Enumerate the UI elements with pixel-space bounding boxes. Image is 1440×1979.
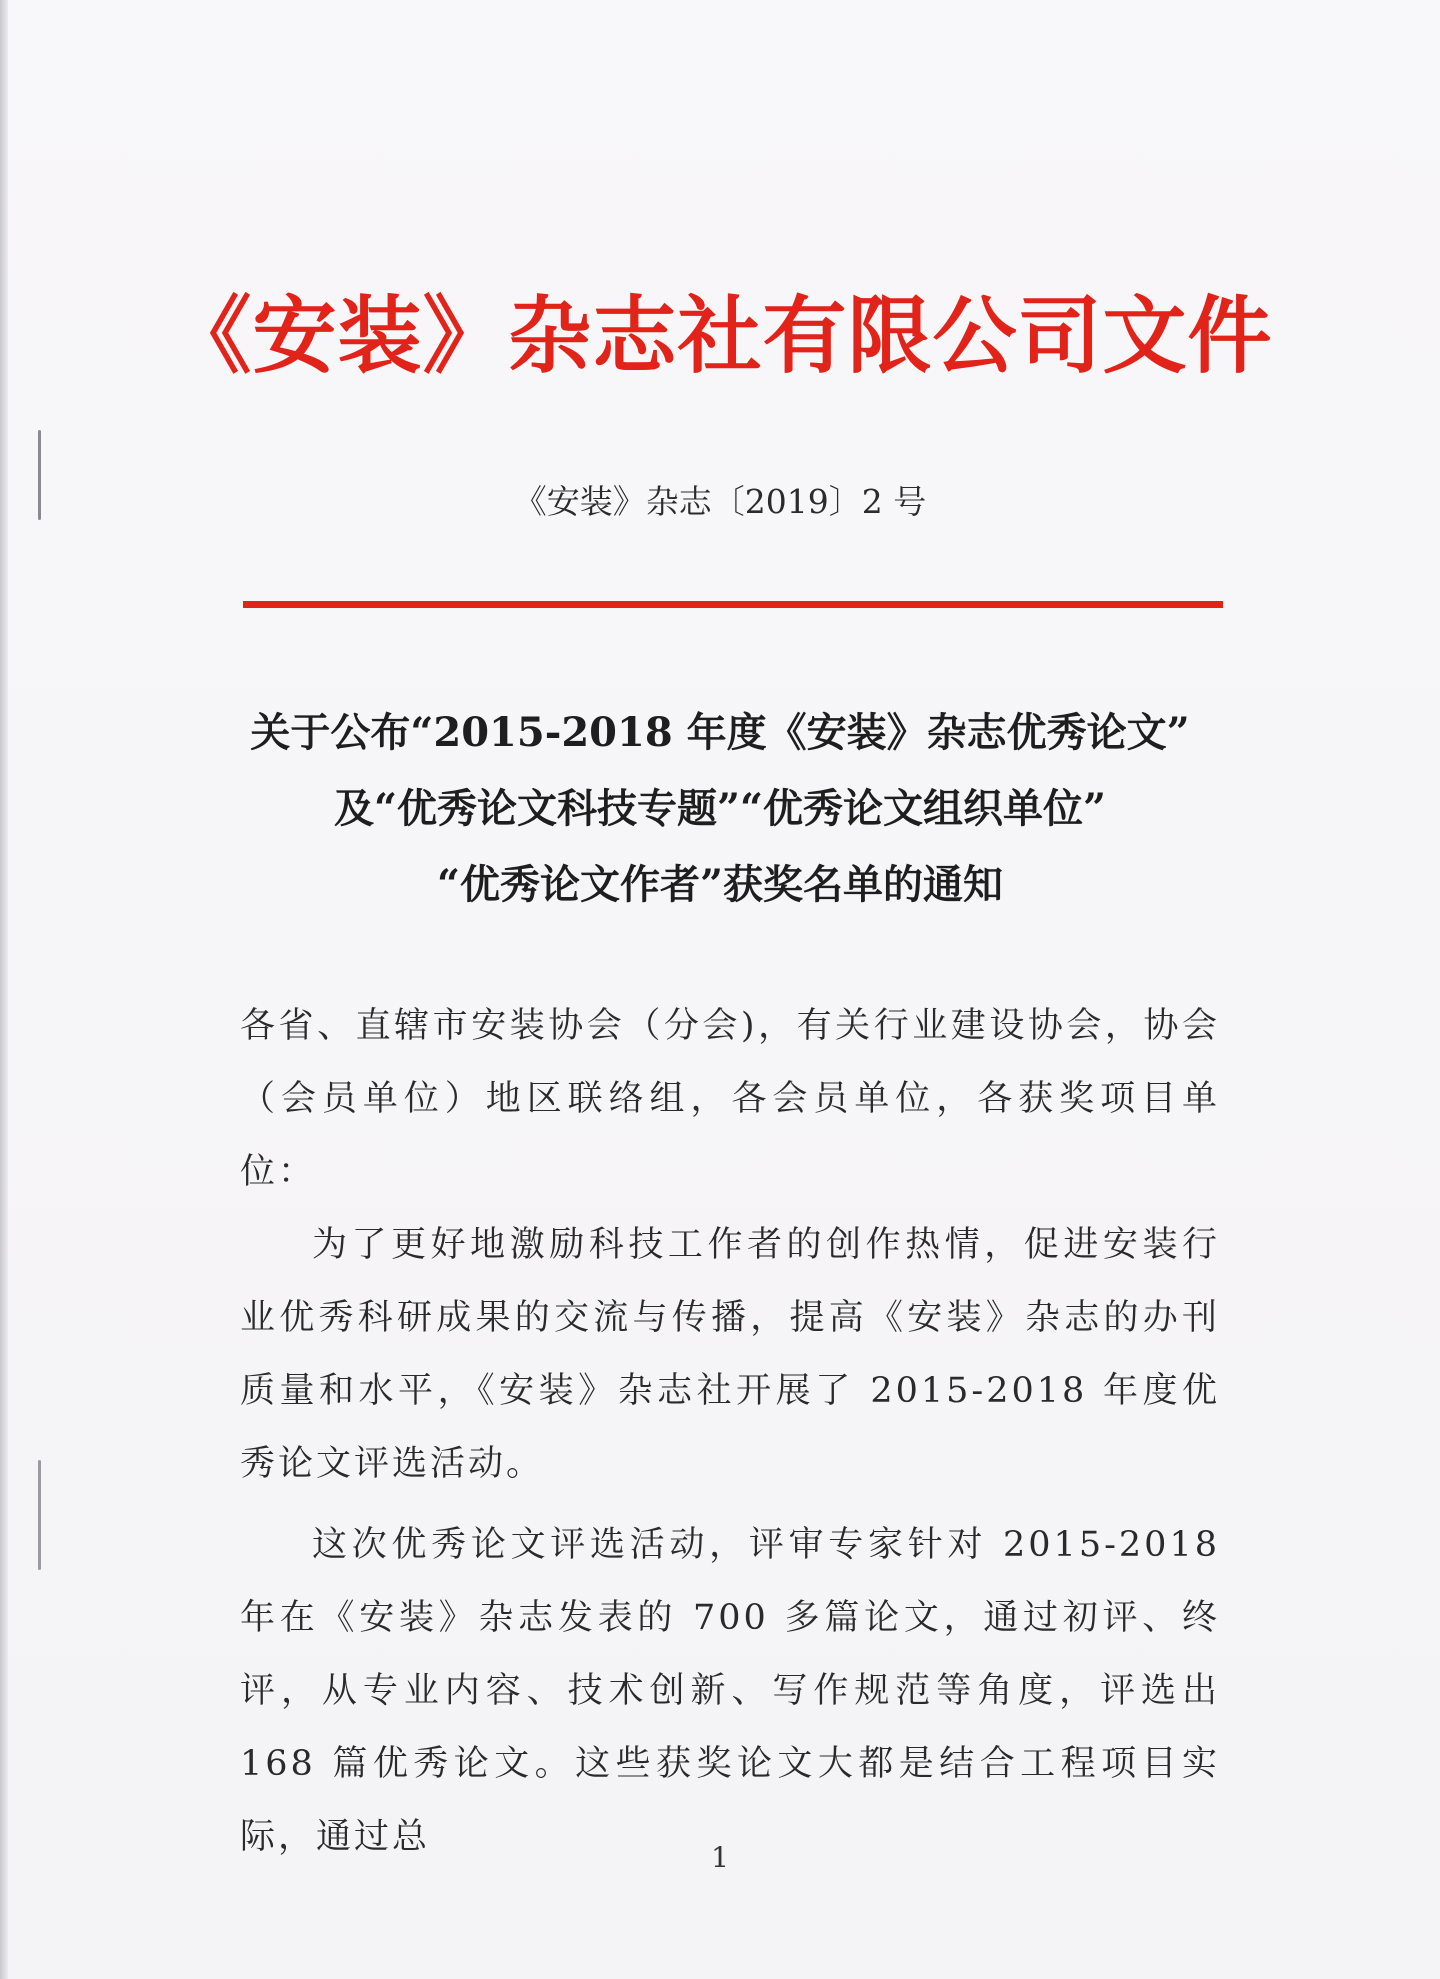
title-line-2: 及“优秀论文科技专题”“优秀论文组织单位” <box>333 785 1107 832</box>
page-number: 1 <box>711 1841 729 1874</box>
masthead: 《安装》杂志社有限公司文件 <box>167 287 1273 385</box>
paragraph-2: 这次优秀论文评选活动，评审专家针对 2015-2018 年在《安装》杂志发表的 700 多篇论文，通过初评、终评，从专业内容、技术创新、写作规范等角度，评选出 168 篇优秀论文。这些获奖论文大都是结合工程项目实际，通过总 <box>240 1525 1220 1857</box>
scan-mark <box>38 1460 41 1570</box>
title-line-3: “优秀论文作者”获奖名单的通知 <box>436 861 1003 908</box>
salutation: 各省、直辖市安装协会（分会)，有关行业建设协会，协会（会员单位）地区联络组，各会员单位，各获奖项目单位： <box>240 1006 1220 1192</box>
notice-body <box>240 990 1220 1874</box>
red-divider-line <box>243 601 1223 608</box>
document-number: 《安装》杂志〔2019〕2 号 <box>513 482 927 521</box>
notice-title <box>0 695 1440 923</box>
title-line-1: 关于公布“2015-2018 年度《安装》杂志优秀论文” <box>250 709 1190 756</box>
paragraph-1: 为了更好地激励科技工作者的创作热情，促进安装行业优秀科研成果的交流与传播，提高《安装》杂志的办刊质量和水平，《安装》杂志社开展了 2015-2018 年度优秀论文评选活动。 <box>240 1225 1220 1484</box>
